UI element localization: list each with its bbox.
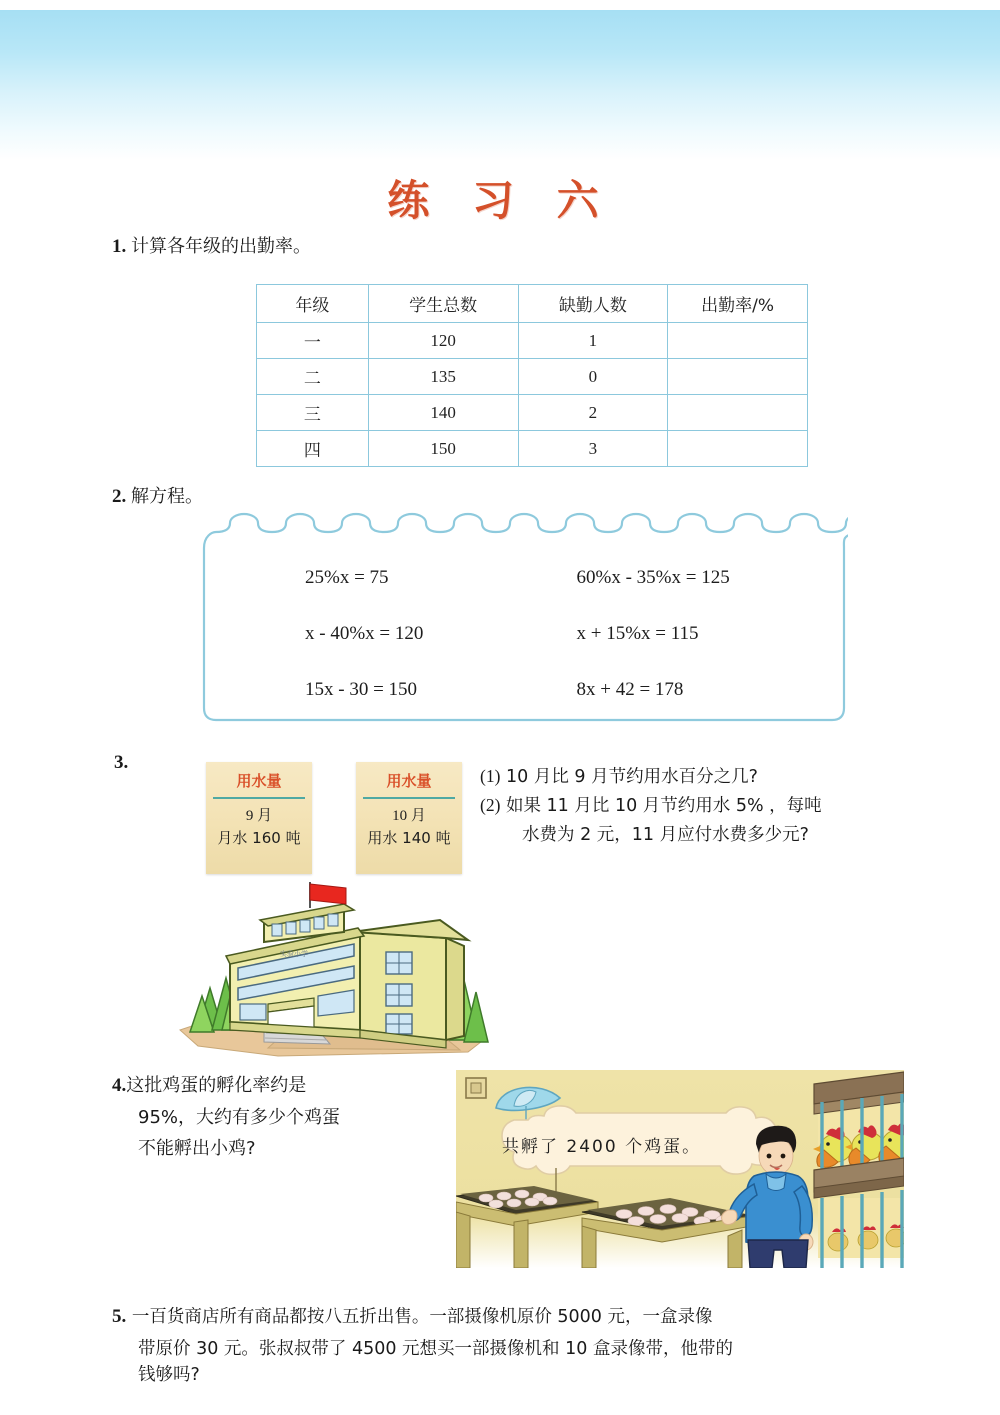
- exercise-1-heading: [112, 232, 311, 258]
- exercise-4-text: [112, 1070, 462, 1165]
- school-building-illustration: [168, 880, 513, 1062]
- cell-total: 150: [368, 431, 518, 467]
- exercise-2-number: 2.: [112, 486, 127, 507]
- exercise-4-text-line1: 这批鸡蛋的孵化率约是: [126, 1075, 307, 1096]
- exercise-4-number: 4.: [112, 1075, 127, 1096]
- equation-item: 15x - 30 = 150: [305, 679, 418, 700]
- col-header-absent: 缺勤人数: [518, 285, 668, 323]
- card-month: 9 月: [245, 808, 273, 824]
- exercise-5-line-1: [112, 1300, 912, 1334]
- equation-item: 8x + 42 = 178: [576, 679, 684, 700]
- exercise-4-line-2: 95%，大约有多少个鸡蛋: [138, 1106, 341, 1128]
- exercise-1-prompt: 计算各年级的出勤率。: [131, 236, 311, 257]
- cell-absent: 2: [518, 395, 668, 431]
- sky-gradient-banner: [0, 10, 1000, 160]
- water-usage-card-september: [206, 762, 312, 874]
- exercise-4-line-1: [112, 1070, 462, 1103]
- cell-grade: 二: [257, 359, 369, 395]
- table-row: [257, 395, 808, 431]
- exercise-5-line-2: 带原价 30 元。张叔叔带了 4500 元想买一部摄像机和 10 盒录像带，他带的: [138, 1338, 733, 1359]
- table-row: [257, 323, 808, 359]
- cell-total: 120: [368, 323, 518, 359]
- exercise-3-questions: [480, 762, 950, 849]
- exercise-2-heading: [112, 482, 203, 508]
- equation-item: 60%x - 35%x = 125: [576, 567, 730, 588]
- window-icon: [240, 1004, 266, 1020]
- exercise-5-number: 5.: [112, 1306, 127, 1327]
- question-3-2: [480, 791, 950, 820]
- exercise-2-prompt: 解方程。: [131, 486, 203, 507]
- pointing-hand-icon: [722, 1210, 737, 1225]
- exercise-1-number: 1.: [112, 236, 127, 257]
- cell-grade: 三: [257, 395, 369, 431]
- equation-item: x + 15%x = 115: [576, 623, 699, 644]
- equation-item: 25%x = 75: [305, 567, 389, 588]
- cell-absent: 3: [518, 431, 668, 467]
- equations-grid: [200, 550, 848, 718]
- chicken-cage: [813, 1072, 904, 1268]
- svg-text:实验小学: 实验小学: [280, 950, 308, 958]
- exercise-5-text: [112, 1300, 912, 1383]
- equations-torn-paper-box: [200, 512, 848, 724]
- exercise-5-line-3-clipped: [112, 1365, 912, 1383]
- card-header-label: 用水量: [236, 772, 282, 790]
- col-header-rate: 出勤率/%: [668, 285, 808, 323]
- cell-total: 135: [368, 359, 518, 395]
- question-3-2-label: (2): [480, 795, 501, 816]
- cell-rate-blank[interactable]: [668, 431, 808, 467]
- exercise-3-number: 3.: [114, 752, 129, 773]
- cell-grade: 四: [257, 431, 369, 467]
- cell-absent: 1: [518, 323, 668, 359]
- question-3-2-text-line1: 如果 11 月比 10 月节约用水 5% ，每吨: [505, 796, 822, 817]
- table-row: [257, 431, 808, 467]
- water-usage-card-october: [356, 762, 462, 874]
- cell-absent: 0: [518, 359, 668, 395]
- exercise-5-text-line1: 一百货商店所有商品都按八五折出售。一部摄像机原价 5000 元，一盒录像: [131, 1307, 713, 1327]
- egg-hatchery-illustration: [456, 1070, 904, 1268]
- card-month: 10 月: [392, 808, 426, 824]
- col-header-total: 学生总数: [368, 285, 518, 323]
- flag-icon: [310, 884, 346, 904]
- question-3-1-text: 10 月比 9 月节约用水百分之几?: [505, 767, 758, 787]
- attendance-table: [256, 284, 808, 467]
- cell-grade: 一: [257, 323, 369, 359]
- table-header-row: [257, 285, 808, 323]
- table-row: [257, 359, 808, 395]
- col-header-grade: 年级: [257, 285, 369, 323]
- cell-rate-blank[interactable]: [668, 323, 808, 359]
- question-3-1: [480, 762, 950, 791]
- card-header-label: 用水量: [386, 772, 432, 790]
- exercise-4-line-3: 不能孵出小鸡?: [138, 1137, 256, 1159]
- page-title: 练 习 六: [387, 176, 613, 225]
- card-usage: 月水 160 吨: [217, 828, 301, 847]
- question-3-2-text-line2: 水费为 2 元，11 月应付水费多少元?: [522, 824, 809, 845]
- card-usage: 用水 140 吨: [367, 828, 451, 847]
- svg-text:共孵了 2400 个鸡蛋。: 共孵了 2400 个鸡蛋。: [502, 1137, 702, 1157]
- exercise-5-text-line3: 钱够吗?: [138, 1364, 200, 1383]
- cell-rate-blank[interactable]: [668, 395, 808, 431]
- cell-total: 140: [368, 395, 518, 431]
- question-3-1-label: (1): [480, 766, 501, 786]
- equation-item: x - 40%x = 120: [305, 623, 424, 644]
- cell-rate-blank[interactable]: [668, 359, 808, 395]
